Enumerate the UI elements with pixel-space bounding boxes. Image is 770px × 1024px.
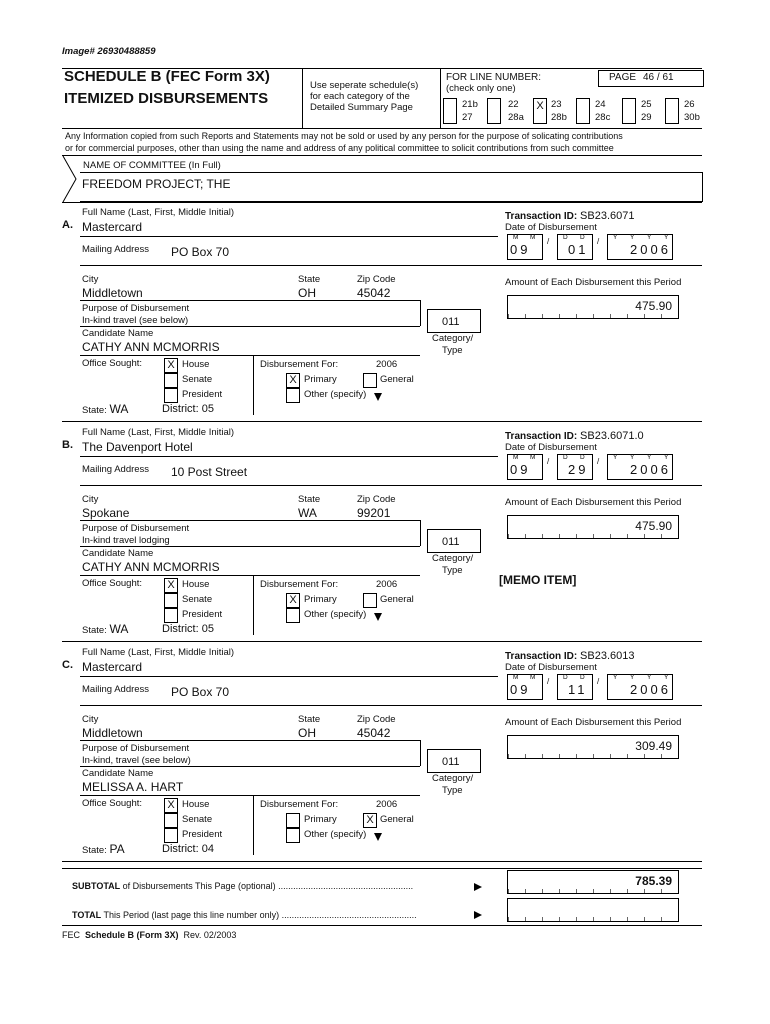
date-label: Date of Disbursement [505,662,597,673]
category-type-label: Type [442,345,463,356]
field-label: Transaction ID: [505,651,578,662]
candidate-name: CATHY ANN MCMORRIS [82,560,220,574]
page-value: 46 / 61 [643,72,674,83]
month-field[interactable] [507,674,543,700]
month-marker: M [513,674,519,681]
full-name-label: Full Name (Last, First, Middle Initial) [82,207,235,218]
other-specify-label: Other (specify) [304,609,367,620]
other-checkbox[interactable] [286,608,300,623]
line-25-checkbox[interactable] [622,98,636,124]
itemized-disbursements-title: ITEMIZED DISBURSEMENTS [64,90,269,107]
date-label: Date of Disbursement [505,222,597,233]
zip-label: Zip Code [357,494,396,505]
disbursement-entry [0,423,770,643]
field-rule [498,705,702,706]
payee-city: Middletown [82,286,143,300]
total-arrow-icon [474,911,482,919]
field-rule [80,520,420,521]
office-sought-label: Office Sought: [82,358,143,369]
year-marker: Y [664,674,669,681]
schedule-title: SCHEDULE B (FEC Form 3X) [64,68,270,85]
field-rule [80,546,420,547]
zip-label: Zip Code [357,274,396,285]
election-year: 2006 [376,359,398,370]
year-marker: Y [630,234,635,241]
header-divider [302,68,303,128]
payee-state: OH [298,726,316,740]
disbursement-amount: 309.49 [635,739,672,753]
payee-zip: 99201 [357,506,391,520]
category-type-label: Category/ [432,773,474,784]
day-field[interactable] [557,234,593,260]
line-21b-checkbox[interactable] [443,98,457,124]
subtotal-top-rule [62,868,702,869]
category-code-field[interactable] [427,529,481,553]
category-code: 011 [442,536,460,548]
candidate-name: CATHY ANN MCMORRIS [82,340,220,354]
form-footer: FEC Schedule B (Form 3X) Rev. 02/2003 [62,930,237,940]
house-label: House [182,799,210,810]
election-year: 2006 [376,579,398,590]
amount-tick-marks [508,314,678,318]
field-rule [80,456,498,457]
year-marker: Y [664,454,669,461]
checkbox-mark: X [289,594,297,606]
president-label: President [182,609,223,620]
date-separator: / [547,677,550,686]
checkbox-mark: PA [109,842,125,856]
year-marker: Y [647,674,652,681]
day-marker: D [563,674,568,681]
disbursement-purpose: In-kind travel (see below) [82,315,189,326]
field-rule [498,265,702,266]
payee-address: 10 Post Street [171,465,248,479]
header-bottom-rule [62,128,702,129]
field-label: State: [82,845,107,856]
entry-bottom-rule [62,861,702,862]
office-senate-checkbox[interactable] [164,373,178,388]
field-label: District: [162,403,199,415]
year-marker: Y [630,454,635,461]
total-bottom-rule [62,925,702,926]
office-house-checkbox[interactable] [164,798,178,813]
disbursement-purpose: In-kind, travel (see below) [82,755,191,766]
checked-mark: X [536,100,544,112]
checkbox-mark: X [167,579,175,591]
payee-name: Mastercard [82,220,143,234]
line-26-checkbox[interactable] [665,98,679,124]
amount-tick-marks [508,889,678,893]
amount-tick-marks [508,754,678,758]
checkbox-mark: WA [109,622,129,636]
line-option-label: 27 [462,112,473,123]
payee-zip: 45042 [357,726,391,740]
payee-city: Spokane [82,506,130,520]
day-marker: D [563,234,568,241]
office-senate-checkbox[interactable] [164,813,178,828]
purpose-label: Purpose of Disbursement [82,303,190,314]
amount-field[interactable] [507,515,679,539]
field-label: State: [82,405,107,416]
office-sought-label: Office Sought: [82,798,143,809]
memo-item: [MEMO ITEM] [499,573,577,587]
checkbox-mark: X [167,799,175,811]
line-option-label: 28a [508,112,524,123]
committee-name-field[interactable] [80,172,703,202]
field-rule [80,795,420,796]
subtotal-label: SUBTOTAL of Disbursements This Page (optional) ...................................................... [72,881,414,891]
day-value: 11 [568,682,588,697]
field-rule [80,265,498,266]
date-separator: / [597,237,600,246]
page-number-box [598,70,704,87]
office-president-checkbox[interactable] [164,828,178,843]
house-label: House [182,359,210,370]
date-separator: / [597,677,600,686]
disbursement-for-label: Disbursement For: [260,799,339,810]
line-option-label: 23 [551,99,562,110]
committee-top-rule [62,155,702,156]
year-field[interactable] [607,454,673,480]
amount-label: Amount of Each Disbursement this Period [505,717,682,728]
primary-checkbox[interactable] [286,593,300,608]
usage-notice-line1: Any Information copied from such Reports and Statements may not be sold or used by any person for the purpose of solicating contributions [65,131,623,141]
candidate-state [82,842,125,856]
mailing-address-label: Mailing Address [82,464,150,475]
state-label: State [298,494,321,505]
field-rule [253,795,254,855]
year-value: 2006 [630,682,671,697]
category-code-field[interactable] [427,749,481,773]
office-house-checkbox[interactable] [164,358,178,373]
candidate-state [82,622,128,636]
amount-field[interactable] [507,735,679,759]
line-option-label: 30b [684,112,700,123]
committee-label: NAME OF COMMITTEE (In Full) [83,160,221,171]
president-label: President [182,829,223,840]
mailing-address-label: Mailing Address [82,244,150,255]
checkbox-mark: SB23.6071.0 [580,430,644,442]
checkbox-mark: X [366,814,374,826]
disbursement-amount: 475.90 [635,519,672,533]
disbursement-for-label: Disbursement For: [260,359,339,370]
line-24-checkbox[interactable] [576,98,590,124]
transaction-id [505,210,634,222]
transaction-id [505,650,634,662]
field-rule [80,236,498,237]
amount-field[interactable] [507,295,679,319]
senate-label: Senate [182,594,213,605]
general-label: General [380,374,414,385]
page-label: PAGE [609,72,637,83]
field-rule [80,766,420,767]
year-marker: Y [613,234,618,241]
other-checkbox[interactable] [286,388,300,403]
line-23-checkbox[interactable] [533,98,547,124]
entry-bottom-rule [62,421,702,422]
office-sought-label: Office Sought: [82,578,143,589]
line-option-label: 28b [551,112,567,123]
disbursement-amount: 475.90 [635,299,672,313]
day-value: 01 [568,242,589,257]
field-rule [253,355,254,415]
total-amount-field[interactable] [507,898,679,922]
year-field[interactable] [607,234,673,260]
other-specify-label: Other (specify) [304,829,367,840]
election-year: 2006 [376,799,398,810]
field-rule [80,575,420,576]
day-field[interactable] [557,674,593,700]
disbursement-purpose: In-kind travel lodging [82,535,170,546]
category-type-label: Category/ [432,333,474,344]
subtotal-arrow-icon [474,883,482,891]
year-marker: Y [613,454,618,461]
day-marker: D [580,454,585,461]
day-field[interactable] [557,454,593,480]
date-separator: / [597,457,600,466]
mailing-address-label: Mailing Address [82,684,150,695]
year-value: 2006 [630,242,671,257]
senate-label: Senate [182,814,213,825]
category-code: 011 [442,756,460,768]
payee-state: OH [298,286,316,300]
payee-city: Middletown [82,726,143,740]
total-label: TOTAL This Period (last page this line number only) ...................................................... [72,910,417,920]
month-value: 09 [510,462,531,477]
dropdown-arrow-icon [374,613,382,621]
subtotal-amount: 785.39 [635,874,672,888]
line-option-label: 28c [595,112,611,123]
general-label: General [380,594,414,605]
image-id: Image# 26930488859 [62,46,156,57]
checkbox-mark: 05 [201,623,214,635]
other-specify-label: Other (specify) [304,389,367,400]
field-label: Transaction ID: [505,431,578,442]
committee-name: FREEDOM PROJECT; THE [82,177,231,191]
candidate-name: MELISSA A. HART [82,780,184,794]
general-checkbox[interactable] [363,593,377,608]
category-type-label: Type [442,785,463,796]
amount-tick-marks [508,917,678,921]
field-rule [420,300,421,326]
field-rule [420,520,421,546]
month-field[interactable] [507,454,543,480]
line-option-label: 29 [641,112,652,123]
entry-letter: C. [62,659,73,671]
amount-label: Amount of Each Disbursement this Period [505,277,682,288]
checkbox-mark: X [289,374,297,386]
checkbox-mark: 04 [201,843,214,855]
field-rule [80,705,498,706]
line-option-label: 25 [641,99,652,110]
payee-state: WA [298,506,317,520]
state-label: State [298,274,321,285]
day-marker: D [580,234,585,241]
payee-name: The Davenport Hotel [82,440,193,454]
field-rule [253,575,254,635]
year-field[interactable] [607,674,673,700]
month-marker: M [530,674,536,681]
field-rule [80,326,420,327]
primary-checkbox[interactable] [286,813,300,828]
line-option-label: 22 [508,99,519,110]
month-value: 09 [510,242,531,257]
dropdown-arrow-icon [374,833,382,841]
candidate-name-label: Candidate Name [82,768,154,779]
disbursement-entry [0,203,770,423]
city-label: City [82,494,99,505]
month-marker: M [513,454,519,461]
category-code: 011 [442,316,460,328]
line-option-label: 26 [684,99,695,110]
usage-notice-line2: or for commercial purposes, other than using the name and address of any political committee to solicit contributions from such committee [65,143,614,153]
year-marker: Y [613,674,618,681]
zip-label: Zip Code [357,714,396,725]
category-code-field[interactable] [427,309,481,333]
checkbox-mark: 05 [201,403,214,415]
purpose-label: Purpose of Disbursement [82,743,190,754]
committee-arrow-icon [62,156,78,202]
city-label: City [82,274,99,285]
payee-address: PO Box 70 [171,245,230,259]
candidate-district [162,403,214,415]
month-field[interactable] [507,234,543,260]
candidate-name-label: Candidate Name [82,328,154,339]
purpose-label: Purpose of Disbursement [82,523,190,534]
entry-letter: B. [62,439,73,451]
primary-label: Primary [304,374,337,385]
month-marker: M [530,234,536,241]
other-checkbox[interactable] [286,828,300,843]
field-label: District: [162,623,199,635]
for-line-number-label: FOR LINE NUMBER: [446,72,542,83]
day-marker: D [563,454,568,461]
office-senate-checkbox[interactable] [164,593,178,608]
year-marker: Y [664,234,669,241]
day-marker: D [580,674,585,681]
year-marker: Y [647,454,652,461]
month-value: 09 [510,682,531,697]
check-only-one-label: (check only one) [446,83,516,94]
primary-checkbox[interactable] [286,373,300,388]
separate-schedule-note: Use seperate schedule(s) for each category of the Detailed Summary Page [310,80,419,113]
disbursement-entry [0,643,770,863]
line-option-label: 21b [462,99,478,110]
senate-label: Senate [182,374,213,385]
field-rule [80,740,420,741]
field-label: Transaction ID: [505,211,578,222]
city-label: City [82,714,99,725]
general-checkbox[interactable] [363,373,377,388]
field-rule [80,355,420,356]
day-value: 29 [568,462,589,477]
line-22-checkbox[interactable] [487,98,501,124]
full-name-label: Full Name (Last, First, Middle Initial) [82,427,235,438]
candidate-district [162,843,214,855]
house-label: House [182,579,210,590]
category-type-label: Category/ [432,553,474,564]
line-option-label: 24 [595,99,606,110]
payee-address: PO Box 70 [171,685,230,699]
date-separator: / [547,237,550,246]
general-label: General [380,814,414,825]
checkbox-mark: SB23.6013 [580,650,635,662]
full-name-label: Full Name (Last, First, Middle Initial) [82,647,235,658]
field-rule [498,485,702,486]
candidate-name-label: Candidate Name [82,548,154,559]
primary-label: Primary [304,594,337,605]
entry-letter: A. [62,219,73,231]
office-president-checkbox[interactable] [164,388,178,403]
field-label: State: [82,625,107,636]
field-label: District: [162,843,199,855]
payee-name: Mastercard [82,660,143,674]
field-rule [420,740,421,766]
field-rule [80,676,498,677]
amount-tick-marks [508,534,678,538]
field-rule [80,485,498,486]
candidate-state [82,402,128,416]
year-marker: Y [630,674,635,681]
year-marker: Y [647,234,652,241]
transaction-id [505,430,644,442]
disbursement-for-label: Disbursement For: [260,579,339,590]
checkbox-mark: WA [109,402,129,416]
checkbox-mark: SB23.6071 [580,210,635,222]
year-value: 2006 [630,462,671,477]
date-label: Date of Disbursement [505,442,597,453]
field-rule [80,300,420,301]
candidate-district [162,623,214,635]
month-marker: M [513,234,519,241]
office-president-checkbox[interactable] [164,608,178,623]
president-label: President [182,389,223,400]
amount-label: Amount of Each Disbursement this Period [505,497,682,508]
primary-label: Primary [304,814,337,825]
payee-zip: 45042 [357,286,391,300]
entry-bottom-rule [62,641,702,642]
line-number-divider [440,68,441,128]
general-checkbox[interactable] [363,813,377,828]
dropdown-arrow-icon [374,393,382,401]
subtotal-amount-field[interactable] [507,870,679,894]
date-separator: / [547,457,550,466]
checkbox-mark: X [167,359,175,371]
category-type-label: Type [442,565,463,576]
office-house-checkbox[interactable] [164,578,178,593]
month-marker: M [530,454,536,461]
state-label: State [298,714,321,725]
